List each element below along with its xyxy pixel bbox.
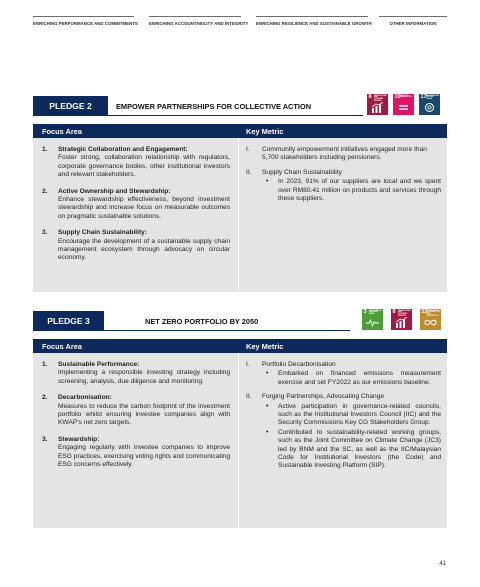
nav-item-accountability[interactable]: ENRICHING ACCOUNTABILITY AND INTEGRITY [149, 16, 241, 26]
focus-area-header: Focus Area [42, 342, 82, 351]
metric-item-number: I. [246, 146, 250, 153]
focus-item [42, 146, 230, 180]
focus-item-title: Sustainable Performance: [58, 361, 140, 368]
pledge-2-table-header [33, 124, 447, 138]
sdg-number: 17 [420, 94, 427, 100]
heartbeat-icon [366, 317, 379, 328]
focus-item-title: Active Ownership and Stewardship: [58, 187, 171, 195]
focus-item-text: Measures to reduce the carbon footprint of the investment portfolio whilst ensuring investee companies align with KWAP’s net zero targets. [58, 402, 230, 427]
column-divider [238, 353, 239, 528]
nav-item-resilience[interactable]: ENRICHING RESILIENCE AND SUSTAINABLE GROWTH [256, 16, 368, 26]
metric-item-number: II. [246, 168, 252, 176]
metric-item-number: I. [246, 361, 250, 368]
pledge-3-header [33, 311, 447, 331]
nav-item-performance[interactable]: ENRICHING PERFORMANCE AND COMMITMENTS [33, 16, 134, 26]
focus-item-text: Enhance stewardship effectiveness, beyond investment stewardship and increase focus on measurable outcomes on pragmatic sustainable solutions. [58, 196, 230, 220]
focus-item-number: 2. [42, 394, 48, 402]
sdg-text: DECENT WORK AND ECONOMIC GROWTH [374, 94, 387, 103]
sdg-number: 12 [421, 309, 428, 315]
metric-item [246, 146, 441, 163]
pledge-3-tag: PLEDGE 3 [33, 311, 104, 331]
nav-item-other-information[interactable]: OTHER INFORMATION [379, 16, 447, 26]
sdg-number: 8 [368, 94, 372, 100]
sdg-8-icon [391, 309, 412, 330]
focus-item-title: Stewardship: [58, 435, 100, 443]
focus-item [42, 229, 230, 263]
metric-item [246, 169, 441, 204]
pledge-3-focus-list [42, 361, 230, 477]
sdg-number: 8 [392, 309, 396, 315]
key-metric-header: Key Metric [246, 342, 284, 351]
metric-bullet: • Contributed to sustainability-related working groups, such as the Joint Committee on Climate Change (JC3) led by BNM and the SC, as well as the IIC/Malaysian Code for Institutional Investors (the Code) and Sustainable Investing Platform (SIP). [262, 429, 441, 471]
metric-item [246, 361, 441, 387]
sdg-8-icon [367, 94, 388, 115]
focus-item [42, 436, 230, 470]
focus-item-number: 1. [42, 146, 48, 153]
pledge-3-underline [104, 330, 350, 331]
infinity-icon [424, 317, 437, 328]
pledge-2-table [33, 124, 447, 292]
focus-item-title: Strategic Collaboration and Engagement: [58, 146, 188, 153]
sdg-3-icon [362, 309, 383, 330]
pledge-2-tag: PLEDGE 2 [33, 96, 108, 116]
key-metric-header: Key Metric [246, 127, 284, 136]
metric-item-text: Forging Partnerships, Advocating Change [262, 393, 385, 401]
focus-item [42, 361, 230, 386]
pledge-3-table-header [33, 339, 447, 353]
sdg-text: GOOD HEALTH AND WELL-BEING [369, 309, 382, 316]
sdg-text: RESPONSIBLE CONSUMPTION AND PRODUCTION [427, 309, 440, 318]
pledge-2-metric-list [246, 146, 441, 209]
sdg-number: 10 [394, 94, 401, 100]
page-number: 41 [439, 561, 446, 567]
focus-item [42, 394, 230, 428]
focus-item-number: 1. [42, 361, 48, 368]
equality-icon [397, 102, 410, 113]
metric-item-text: Community empowerment initiatives engaged more than 5,700 stakeholders including pensioners. [262, 146, 427, 162]
sdg-10-icon [393, 94, 414, 115]
metric-bullet: • In 2023, 91% of our suppliers are local and we spent over RM80.41 million on products and services through these suppliers. [262, 178, 441, 203]
focus-item-text: Implementing a responsible investing strategy including screening, analysis, due diligence and monitoring. [58, 369, 230, 385]
metric-item-number: II. [246, 393, 252, 401]
sdg-12-icon [420, 309, 441, 330]
focus-item-text: Engaging regularly with investee companies to improve ESG practices, exercising voting rights and communicating ESG concerns effectively. [58, 444, 230, 469]
top-navigation [33, 16, 447, 30]
focus-item-number: 2. [42, 187, 48, 195]
pledge-2-focus-list [42, 146, 230, 271]
metric-bullet: • Embarked on financed emissions measurement exercise and set FY2022 as our emissions baseline. [262, 370, 441, 387]
sdg-text: REDUCED INEQUALITIES [400, 94, 412, 99]
pledge-3-metric-list [246, 361, 441, 477]
sdg-number: 3 [363, 309, 367, 315]
focus-item [42, 188, 230, 222]
pledge-2-underline [108, 115, 363, 116]
pledge-3-title: NET ZERO PORTFOLIO BY 2050 [145, 316, 259, 326]
growth-chart-icon [371, 102, 384, 113]
column-divider [238, 138, 239, 292]
pledge-2-title: EMPOWER PARTNERSHIPS FOR COLLECTIVE ACTION [116, 101, 312, 111]
metric-item-text: Supply Chain Sustainability [262, 168, 342, 176]
focus-item-text: Encourage the development of a sustainable supply chain management ecosystem through advocacy on circular economy. [58, 237, 230, 262]
focus-item-number: 3. [42, 229, 48, 237]
sdg-17-icon [419, 94, 440, 115]
sdg-text: PARTNERSHIPS FOR THE GOALS [426, 94, 440, 101]
metric-item-text: Portfolio Decarbonisation [262, 361, 336, 368]
metric-bullet: • Active participation in governance-related councils, such as the Institutional Investors Council (IIC) and the Security Commissions Key CG Stakeholders Group. [262, 403, 441, 428]
metric-item [246, 393, 441, 471]
focus-item-number: 3. [42, 435, 48, 443]
growth-chart-icon [395, 317, 408, 328]
focus-item-text: Foster strong, collaboration relationship with regulators, corporate governance bodies, other institutional investors and relevant stakeholders. [58, 154, 230, 179]
pledge-3-table [33, 339, 447, 528]
flower-ring-icon [423, 102, 436, 113]
focus-item-title: Decarbonisation: [58, 394, 112, 402]
focus-area-header: Focus Area [42, 127, 82, 136]
sdg-text: DECENT WORK AND ECONOMIC GROWTH [398, 309, 411, 318]
focus-item-title: Supply Chain Sustainability: [58, 229, 148, 237]
